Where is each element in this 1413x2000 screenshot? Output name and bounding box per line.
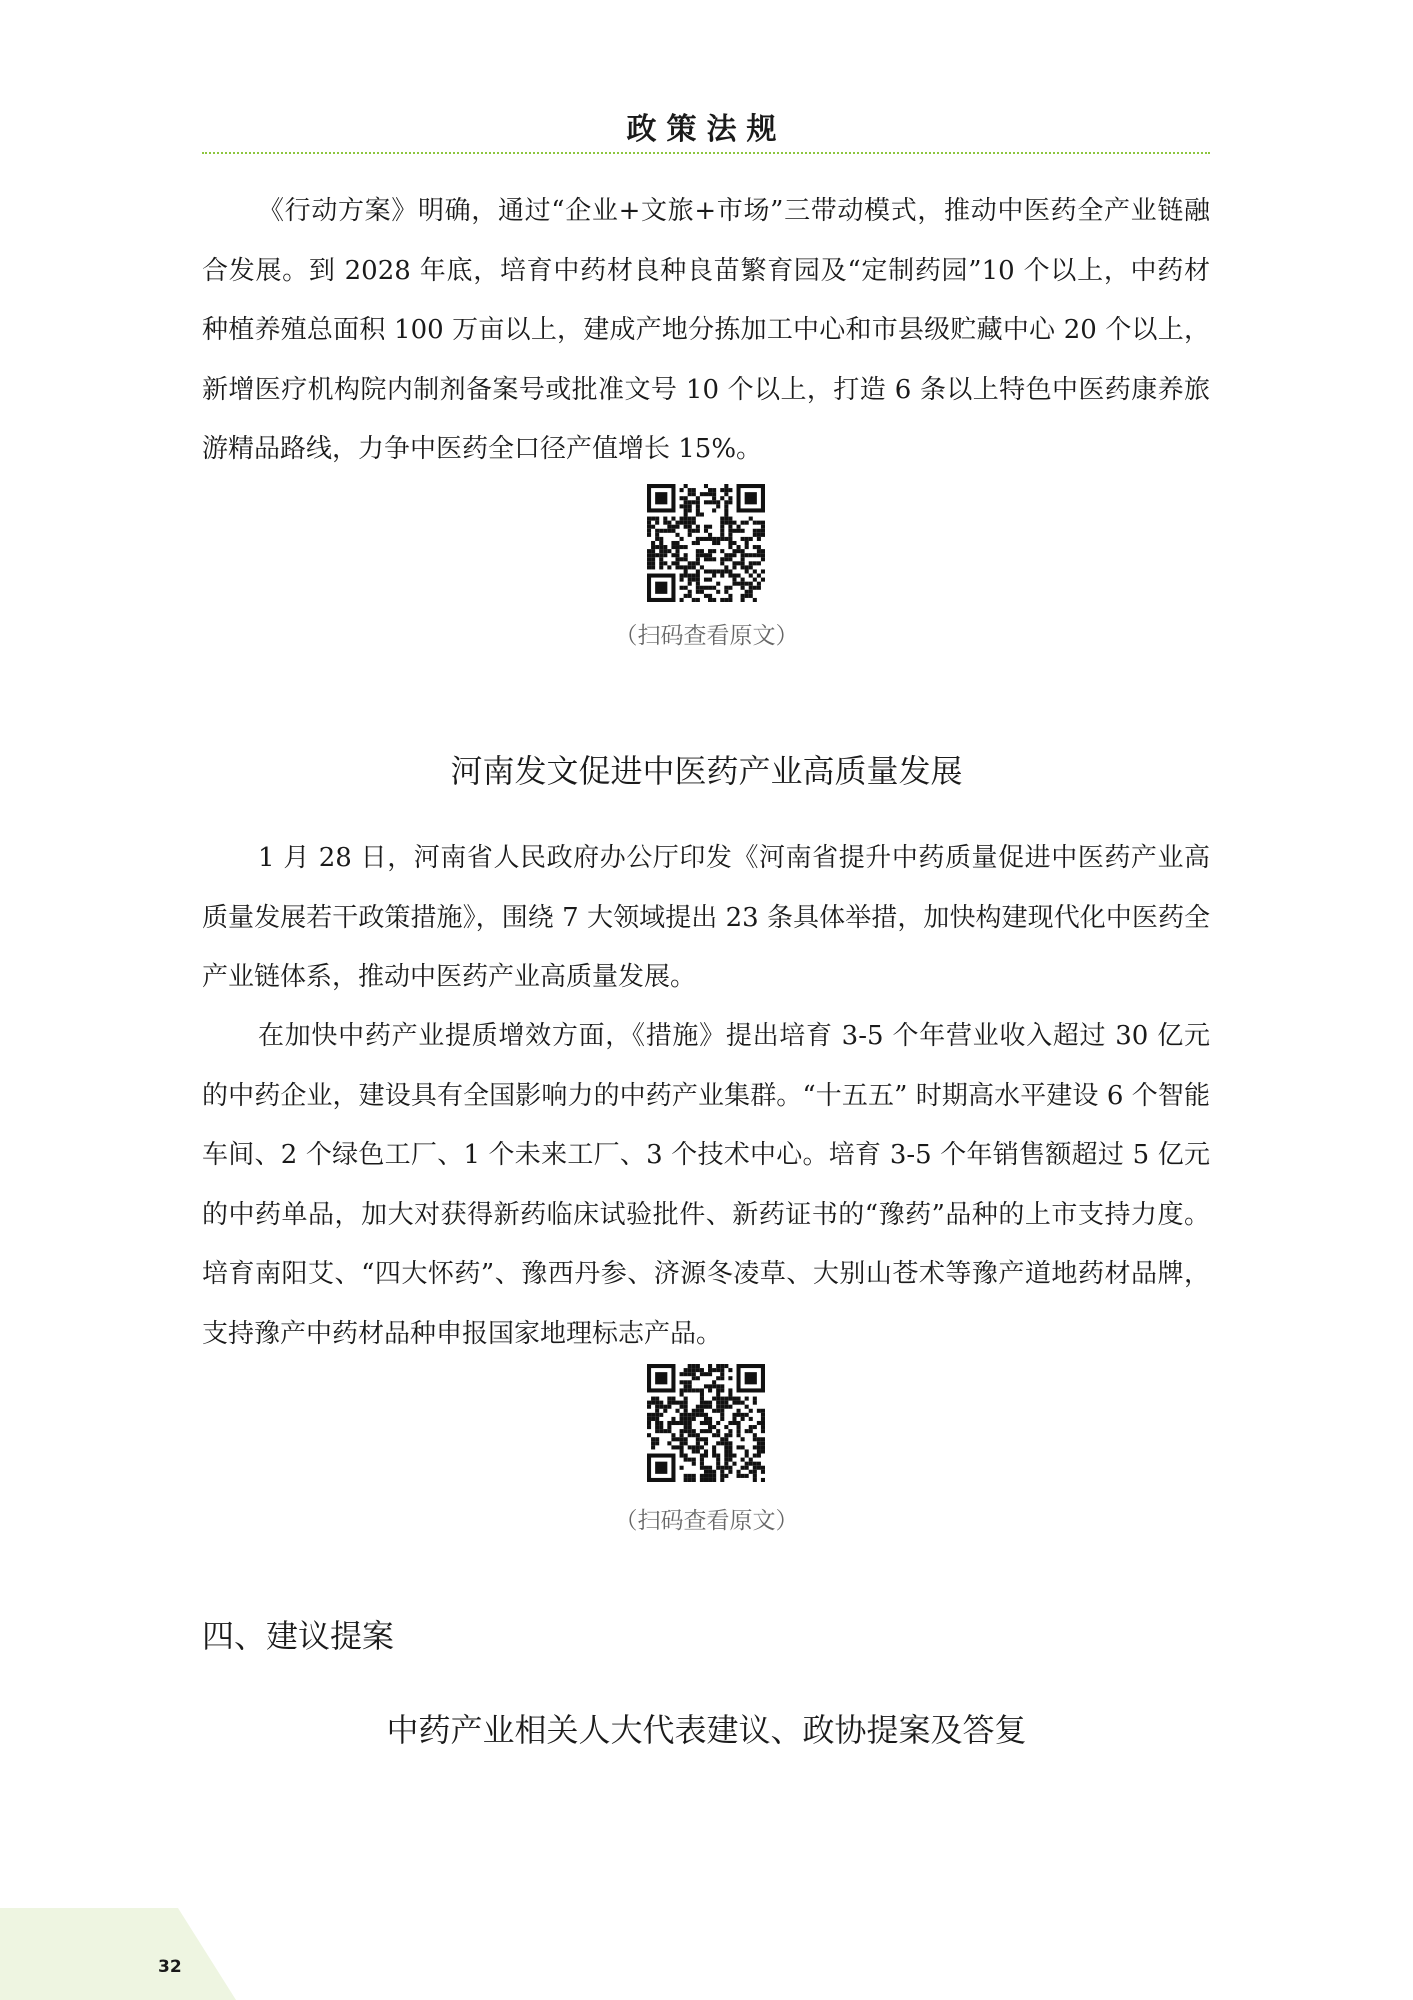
header-divider — [202, 152, 1210, 154]
qr-code-2[interactable] — [647, 1364, 765, 1482]
qr-caption-1: （扫码查看原文） — [614, 623, 799, 649]
article1-paragraph-1: 《行动方案》明确，通过“企业+文旅+市场”三带动模式，推动中医药全产业链融合发展。到 2028 年底，培育中药材良种良苗繁育园及“定制药园”10 个以上，中药材种植养殖总面积 100 万亩以上，建成产地分拣加工中心和市县级贮藏中心 20 个以上，新增医疗机构院内制剂备案号或批准文号 10 个以上，打造 6 条以上特色中医药康养旅游精品路线，力争中医药全口径产值增长 15%。 — [202, 196, 1210, 464]
qr-caption-2: （扫码查看原文） — [614, 1508, 799, 1534]
article2-paragraph-1: 1 月 28 日，河南省人民政府办公厅印发《河南省提升中药质量促进中医药产业高质量发展若干政策措施》，围绕 7 大领域提出 23 条具体举措，加快构建现代化中医药全产业链体系，推动中医药产业高质量发展。 — [202, 843, 1210, 992]
page-number: 32 — [158, 1957, 182, 1977]
article2-title: 河南发文促进中医药产业高质量发展 — [450, 752, 963, 790]
section4-subtitle: 中药产业相关人大代表建议、政协提案及答复 — [386, 1711, 1027, 1749]
page-corner-decoration — [0, 1908, 236, 2000]
section4-heading: 四、建议提案 — [202, 1617, 395, 1655]
section-header-title: 政策法规 — [626, 112, 787, 147]
qr-code-1[interactable] — [647, 484, 765, 602]
article2-paragraph-2: 在加快中药产业提质增效方面，《措施》提出培育 3-5 个年营业收入超过 30 亿元的中药企业，建设具有全国影响力的中药产业集群。“十五五” 时期高水平建设 6 个智能车间、2 个绿色工厂、1 个未来工厂、3 个技术中心。培育 3-5 个年销售额超过 5 亿元的中药单品，加大对获得新药临床试验批件、新药证书的“豫药”品种的上市支持力度。培育南阳艾、“四大怀药”、豫西丹参、济源冬凌草、大别山苍术等豫产道地药材品牌，支持豫产中药材品种申报国家地理标志产品。 — [202, 1021, 1210, 1349]
